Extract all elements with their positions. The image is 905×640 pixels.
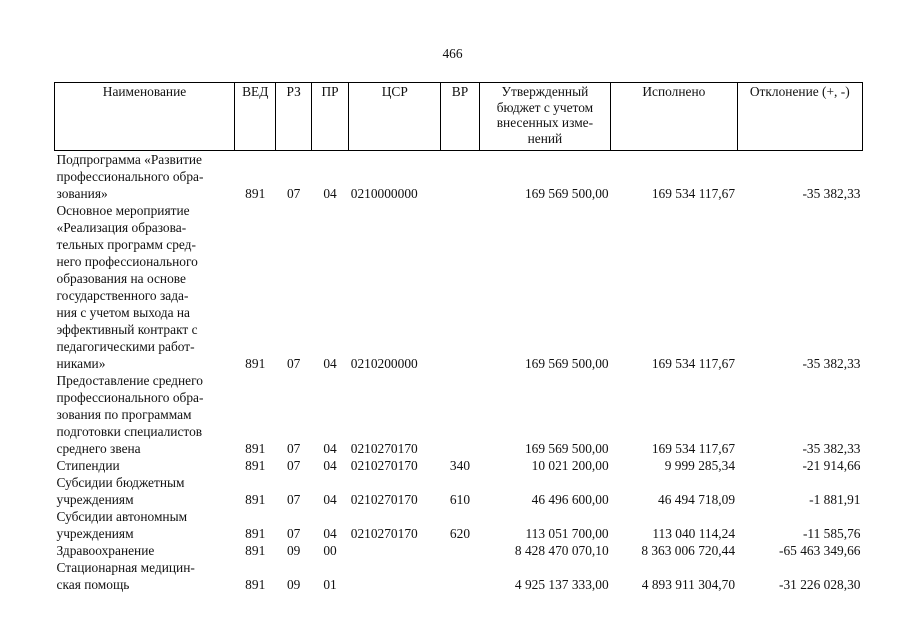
csr-cell: 0210200000 xyxy=(350,356,418,371)
ved-cell: 891 xyxy=(245,577,266,592)
table-header-row xyxy=(55,83,863,151)
pr-cell: 04 xyxy=(323,186,337,201)
name-cell xyxy=(55,559,235,593)
table-row xyxy=(55,474,863,508)
budget-cell: 46 496 600,00 xyxy=(531,492,609,507)
name-line: образования на основе xyxy=(56,271,186,286)
csr-cell: 0210000000 xyxy=(350,186,418,201)
name-line: тельных программ сред- xyxy=(56,237,196,252)
vr-cell xyxy=(441,202,479,372)
rz-cell: 07 xyxy=(286,492,301,507)
budget-cell: 8 428 470 070,10 xyxy=(514,543,609,558)
rz-cell: 07 xyxy=(286,186,301,201)
done-cell: 169 534 117,67 xyxy=(651,441,736,456)
pr-cell: 04 xyxy=(323,356,337,371)
vr-cell: 610 xyxy=(449,492,471,507)
vr-cell xyxy=(441,372,479,457)
done-cell: 8 363 006 720,44 xyxy=(641,543,736,558)
rz-cell: 09 xyxy=(286,543,301,558)
name-line: ская помощь xyxy=(56,577,130,592)
deviation-cell: -31 226 028,30 xyxy=(779,577,861,592)
header-csr: ЦСР xyxy=(349,83,441,151)
name-line: зования» xyxy=(56,186,108,201)
deviation-cell: -65 463 349,66 xyxy=(779,543,861,558)
rz-cell: 07 xyxy=(286,356,301,371)
name-line: среднего звена xyxy=(56,441,141,456)
pr-cell: 04 xyxy=(323,458,337,473)
name-line: профессионального обра- xyxy=(56,390,204,405)
header-pr: ПР xyxy=(311,83,348,151)
name-cell xyxy=(55,151,235,203)
name-line: «Реализация образова- xyxy=(56,220,187,235)
ved-cell: 891 xyxy=(245,526,266,541)
csr-cell: 0210270170 xyxy=(350,441,418,456)
budget-cell: 4 925 137 333,00 xyxy=(514,577,609,592)
ved-cell: 891 xyxy=(245,543,266,558)
csr-cell: 0210270170 xyxy=(350,458,418,473)
name-line: государственного зада- xyxy=(56,288,189,303)
name-line: ния с учетом выхода на xyxy=(56,305,190,320)
name-line: педагогическими работ- xyxy=(56,339,195,354)
ved-cell: 891 xyxy=(245,186,266,201)
table-row xyxy=(55,372,863,457)
csr-cell: 0210270170 xyxy=(350,526,418,541)
name-cell xyxy=(55,474,235,508)
page-number: 466 xyxy=(442,46,463,61)
pr-cell: 01 xyxy=(323,577,337,592)
ved-cell: 891 xyxy=(245,492,266,507)
budget-cell: 10 021 200,00 xyxy=(531,458,609,473)
rz-cell: 07 xyxy=(286,526,301,541)
name-line: никами» xyxy=(56,356,106,371)
done-cell: 169 534 117,67 xyxy=(651,356,736,371)
vr-cell: 620 xyxy=(449,526,471,541)
done-cell: 169 534 117,67 xyxy=(651,186,736,201)
name-line: Здравоохранение xyxy=(56,543,155,558)
name-line: зования по программам xyxy=(56,407,192,422)
deviation-cell: -11 585,76 xyxy=(802,526,861,541)
budget-execution-table xyxy=(54,82,863,593)
header-name: Наименование xyxy=(55,83,235,151)
vr-cell xyxy=(441,151,479,203)
deviation-cell: -1 881,91 xyxy=(809,492,861,507)
pr-cell: 04 xyxy=(323,441,337,456)
name-line: учреждениям xyxy=(56,526,134,541)
table-body xyxy=(55,151,863,594)
vr-cell xyxy=(441,542,479,559)
name-cell xyxy=(55,508,235,542)
name-line: Субсидии автономным xyxy=(56,509,188,524)
pr-cell: 04 xyxy=(323,526,337,541)
header-vr: ВР xyxy=(441,83,479,151)
budget-cell: 169 569 500,00 xyxy=(524,441,609,456)
done-cell: 9 999 285,34 xyxy=(664,458,736,473)
done-cell: 4 893 911 304,70 xyxy=(641,577,736,592)
pr-cell: 00 xyxy=(323,543,337,558)
name-cell xyxy=(55,457,235,474)
header-budget: Утвержденный бюджет с учетом внесенных изме-нений xyxy=(479,83,610,151)
rz-cell: 09 xyxy=(286,577,301,592)
name-line: Основное мероприятие xyxy=(56,203,190,218)
table-row xyxy=(55,151,863,203)
name-line: Стационарная медицин- xyxy=(56,560,195,575)
ved-cell: 891 xyxy=(245,441,266,456)
name-cell xyxy=(55,542,235,559)
csr-cell xyxy=(349,542,441,559)
deviation-cell: -35 382,33 xyxy=(802,186,861,201)
header-rz: РЗ xyxy=(276,83,311,151)
ved-cell: 891 xyxy=(245,356,266,371)
table-row xyxy=(55,542,863,559)
deviation-cell: -35 382,33 xyxy=(802,356,861,371)
vr-cell xyxy=(441,559,479,593)
rz-cell: 07 xyxy=(286,441,301,456)
pr-cell: 04 xyxy=(323,492,337,507)
header-ved: ВЕД xyxy=(235,83,276,151)
table-row xyxy=(55,559,863,593)
budget-cell: 169 569 500,00 xyxy=(524,186,609,201)
name-line: подготовки специалистов xyxy=(56,424,203,439)
done-cell: 46 494 718,09 xyxy=(658,492,736,507)
rz-cell: 07 xyxy=(286,458,301,473)
csr-cell: 0210270170 xyxy=(350,492,418,507)
name-cell xyxy=(55,372,235,457)
name-cell xyxy=(55,202,235,372)
table-row xyxy=(55,457,863,474)
budget-cell: 169 569 500,00 xyxy=(524,356,609,371)
deviation-cell: -21 914,66 xyxy=(802,458,861,473)
name-line: Подпрограмма «Развитие xyxy=(56,152,202,167)
csr-cell xyxy=(349,559,441,593)
name-line: профессионального обра- xyxy=(56,169,204,184)
header-deviation: Отклонение (+, -) xyxy=(737,83,862,151)
name-line: Стипендии xyxy=(56,458,120,473)
header-done: Исполнено xyxy=(611,83,737,151)
ved-cell: 891 xyxy=(245,458,266,473)
name-line: него профессионального xyxy=(56,254,198,269)
done-cell: 113 040 114,24 xyxy=(652,526,736,541)
name-line: эффективный контракт с xyxy=(56,322,198,337)
table-row xyxy=(55,202,863,372)
name-line: Субсидии бюджетным xyxy=(56,475,185,490)
name-line: учреждениям xyxy=(56,492,134,507)
deviation-cell: -35 382,33 xyxy=(802,441,861,456)
table-row xyxy=(55,508,863,542)
budget-cell: 113 051 700,00 xyxy=(525,526,609,541)
vr-cell: 340 xyxy=(449,458,471,473)
name-line: Предоставление среднего xyxy=(56,373,203,388)
